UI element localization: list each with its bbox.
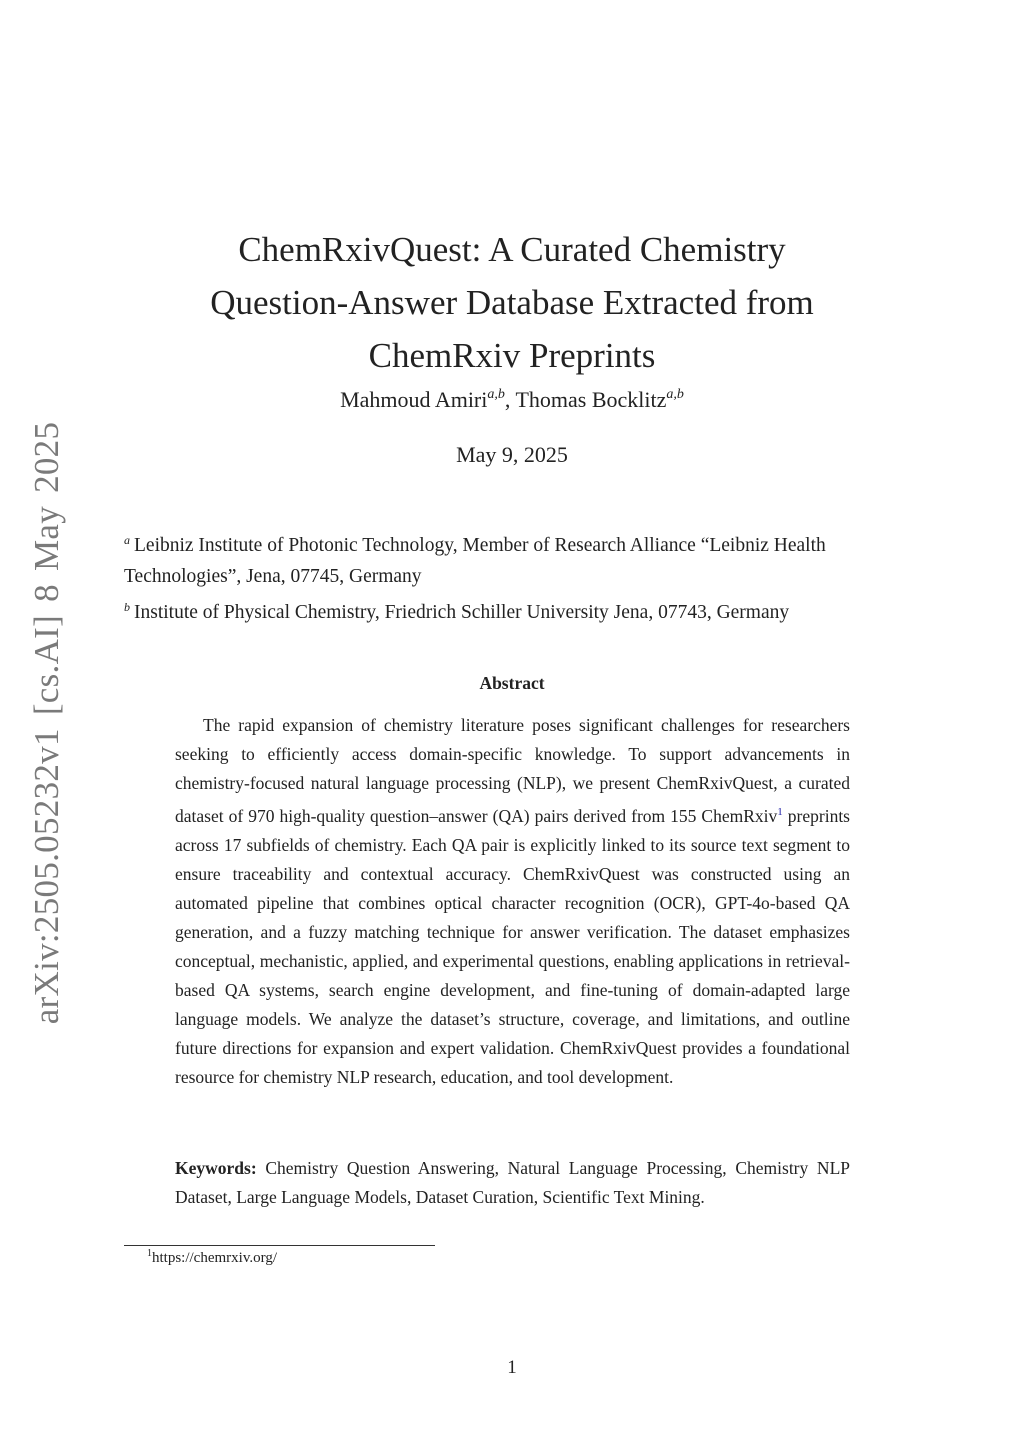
keywords: [175, 1154, 850, 1212]
keywords-text: Chemistry Question Answering, Natural Language Processing, Chemistry NLP Dataset, Large Language Models, Dataset Curation, Scientific Text Mining.: [175, 1158, 850, 1207]
author-separator: ,: [504, 387, 516, 412]
author-affiliation-marker: a,b: [487, 387, 505, 402]
affiliation-marker: b: [124, 600, 130, 614]
footnote-divider: [124, 1245, 435, 1246]
abstract-body: [175, 711, 850, 1092]
affiliation-b: [124, 592, 914, 628]
author-name: Thomas Bocklitz: [515, 387, 667, 412]
abstract-heading: Abstract: [479, 673, 545, 693]
author-list: [150, 387, 874, 413]
title-line-1: ChemRxivQuest: A Curated Chemistry: [238, 230, 786, 270]
publication-date: May 9, 2025: [456, 442, 568, 467]
keywords-label: Keywords:: [175, 1158, 257, 1178]
affiliation-text: Institute of Physical Chemistry, Friedrich Schiller University Jena, 07743, Germany: [134, 602, 790, 623]
author-name: Mahmoud Amiri: [340, 387, 488, 412]
title-line-2: Question-Answer Database Extracted from: [210, 283, 814, 323]
page-number: 1: [507, 1357, 517, 1378]
title-line-3: ChemRxiv Preprints: [368, 336, 656, 376]
abstract-text-part-1: The rapid expansion of chemistry literature poses significant challenges for researchers seeking to efficiently access domain-specific knowledge. To support advancements in chemistry-focused natural language processing (NLP), we present ChemRxivQuest, a curated dataset of 970 high-quality question–answer (QA) pairs derived from 155 ChemRxiv: [175, 715, 850, 826]
abstract-text-part-2: preprints across 17 subfields of chemistry. Each QA pair is explicitly linked to its source text segment to ensure traceability and contextual accuracy. ChemRxivQuest was constructed using an automated pipeline that combines optical character recognition (OCR), GPT-4o-based QA generation, and a fuzzy matching technique for answer verification. The dataset emphasizes conceptual, mechanistic, applied, and experimental questions, enabling applications in retrieval-based QA systems, search engine development, and fine-tuning of domain-adapted large language models. We analyze the dataset’s structure, coverage, and limitations, and outline future directions for expansion and expert validation. ChemRxivQuest provides a foundational resource for chemistry NLP research, education, and tool development.: [175, 806, 850, 1087]
footnote: [147, 1248, 277, 1267]
affiliation-a: [124, 525, 914, 592]
footnote-link-1[interactable]: 1: [777, 806, 783, 818]
footnote-mark: 1: [147, 1248, 152, 1259]
arxiv-identifier-stamp[interactable]: arXiv:2505.05232v1 [cs.AI] 8 May 2025: [27, 421, 66, 1025]
affiliations: [124, 525, 914, 628]
affiliation-text: Leibniz Institute of Photonic Technology, Member of Research Alliance “Leibniz Health Technologies”, Jena, 07745, Germany: [124, 535, 826, 587]
paper-title: [150, 223, 874, 382]
author-affiliation-marker: a,b: [666, 387, 684, 402]
affiliation-marker: a: [124, 533, 130, 547]
footnote-url-link[interactable]: https://chemrxiv.org/: [152, 1250, 277, 1266]
